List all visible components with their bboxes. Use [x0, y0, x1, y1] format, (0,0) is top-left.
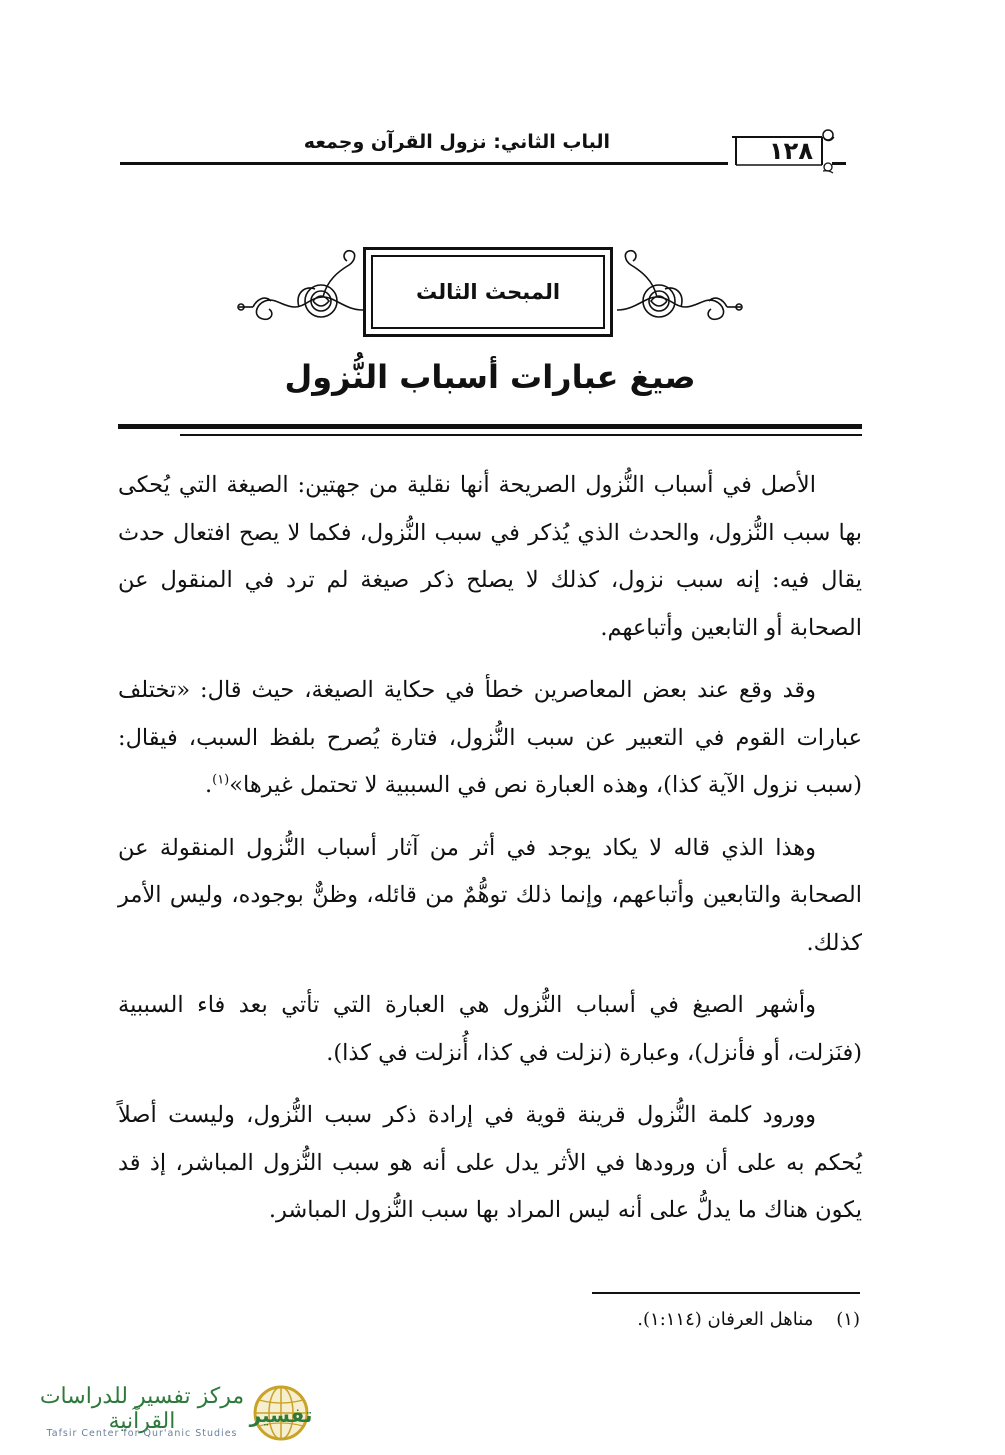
left-flourish-icon	[235, 235, 365, 345]
logo-emblem-text: تفسير	[249, 1403, 313, 1427]
footnote-1	[400, 1305, 860, 1335]
header-rule	[120, 162, 728, 165]
page-number: ١٢٨	[769, 137, 813, 165]
section-label: المبحث الثالث	[415, 280, 561, 304]
footnote-mark: (١)	[836, 1309, 860, 1330]
logo-arabic-text: مركز تفسير للدراسات القرآنية	[39, 1384, 245, 1434]
page-number-tail	[832, 162, 846, 165]
section-banner	[235, 235, 745, 345]
running-title: الباب الثاني: نزول القرآن وجمعه	[303, 131, 610, 153]
page-number-box	[754, 133, 834, 173]
running-header	[120, 125, 860, 185]
paragraph-4: وأشهر الصيغ في أسباب النُّزول هي العبارة التي تأتي بعد فاء السببية (فنَزلت، أو فأنزل)، وعبارة (نزلت في كذا، أُنزلت في كذا).	[118, 992, 862, 1066]
paragraph-2	[118, 667, 862, 810]
title-rule-thick	[118, 424, 862, 429]
right-flourish-icon	[615, 235, 745, 345]
body-text	[118, 462, 862, 1250]
globe-emblem-icon	[248, 1382, 314, 1444]
footnote-rule	[592, 1292, 860, 1294]
paragraph-5: وورود كلمة النُّزول قرينة قوية في إرادة ذكر سبب النُّزول، وليست أصلاً يُحكم به على أن ورودها في الأثر يدل على أنه هو سبب النُّزول المباشر، إذ قد يكون هناك ما يدلُّ على أنه ليس المراد بها سبب النُّزول المباشر.	[118, 1102, 862, 1223]
paragraph-1: الأصل في أسباب النُّزول الصريحة أنها نقلية من جهتين: الصيغة التي يُحكى بها سبب النُّزول، والحدث الذي يُذكر في سبب النُّزول، فكما لا يصح افتعال حدث يقال فيه: إنه سبب نزول، كذلك لا يصلح ذكر صيغة لم ترد في المنقول عن الصحابة أو التابعين وأتباعهم.	[118, 472, 862, 641]
title-rule-thin	[180, 434, 862, 436]
footnote-reference[interactable]: (١)	[212, 772, 230, 788]
paragraph-3: وهذا الذي قاله لا يكاد يوجد في أثر من آثار أسباب النُّزول المنقولة عن الصحابة والتابعين وأتباعهم، وإنما ذلك توهُّمٌ من قائله، وظنٌّ بوجوده، وليس الأمر كذلك.	[118, 834, 862, 956]
chapter-title: صيغ عبارات أسباب النُّزول	[284, 358, 696, 396]
logo-english-text: Tafsir Center for Qur'anic Studies	[46, 1428, 238, 1439]
center-logo	[14, 1382, 314, 1448]
footnote-text: مناهل العرفان (١:١١٤).	[637, 1309, 814, 1330]
paragraph-2-tail: .	[204, 772, 213, 798]
paragraph-2-text: وقد وقع عند بعض المعاصرين خطأ في حكاية الصيغة، حيث قال: «تختلف عبارات القوم في التعبير عن سبب النُّزول، فتارة يُصرح بلفظ السبب، فيقال: (سبب نزول الآية كذا)، وهذه العبارة نص في السببية لا تحتمل غيرها»	[118, 677, 862, 798]
